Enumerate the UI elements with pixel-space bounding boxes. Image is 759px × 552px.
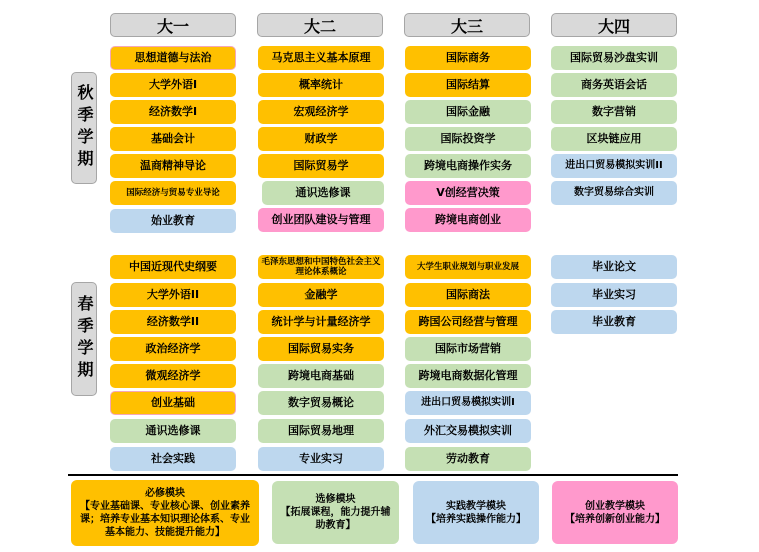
course-box: 社会实践 bbox=[110, 447, 236, 471]
course-box: 经济数学I bbox=[110, 100, 236, 124]
legend-elective-module: 选修模块 【拓展课程，能力提升辅助教育】 bbox=[272, 481, 399, 544]
course-box: 大学外语I bbox=[110, 73, 236, 97]
course-box: 国际市场营销 bbox=[405, 337, 531, 361]
course-box: 宏观经济学 bbox=[258, 100, 384, 124]
course-box: 创业团队建设与管理 bbox=[258, 208, 384, 232]
course-box: 数字贸易概论 bbox=[258, 391, 384, 415]
course-box: 财政学 bbox=[258, 127, 384, 151]
course-box: 政治经济学 bbox=[110, 337, 236, 361]
course-box: 进出口贸易模拟实训I bbox=[405, 391, 531, 415]
divider-line bbox=[68, 474, 678, 476]
course-box: 经济数学II bbox=[110, 310, 236, 334]
course-box: 国际贸易学 bbox=[258, 154, 384, 178]
course-box: 外汇交易模拟实训 bbox=[405, 419, 531, 443]
legend-practice-module: 实践教学模块 【培养实践操作能力】 bbox=[413, 481, 539, 544]
semester-autumn-label: 秋季学期 bbox=[71, 72, 97, 184]
course-box: 大学外语II bbox=[110, 283, 236, 307]
course-box: 国际投资学 bbox=[405, 127, 531, 151]
course-box: 思想道德与法治 bbox=[110, 46, 236, 70]
course-box: 国际贸易地理 bbox=[258, 419, 384, 443]
course-box: 国际贸易实务 bbox=[258, 337, 384, 361]
course-box: 跨境电商创业 bbox=[405, 208, 531, 232]
course-box: 数字营销 bbox=[551, 100, 677, 124]
course-box: 跨境电商基础 bbox=[258, 364, 384, 388]
course-box: 专业实习 bbox=[258, 447, 384, 471]
course-box: 毕业教育 bbox=[551, 310, 677, 334]
course-box: 创业基础 bbox=[110, 391, 236, 415]
course-box: 跨境电商操作实务 bbox=[405, 154, 531, 178]
legend-required-module: 必修模块 【专业基础课、专业核心课、创业素养课；培养专业基本知识理论体系、专业基本能力、技能提升能力】 bbox=[71, 480, 259, 546]
course-box: 通识选修课 bbox=[110, 419, 236, 443]
course-box: V创经营决策 bbox=[405, 181, 531, 205]
course-box: 毛泽东思想和中国特色社会主义理论体系概论 bbox=[258, 255, 384, 279]
course-box: 跨境电商数据化管理 bbox=[405, 364, 531, 388]
course-box: 劳动教育 bbox=[405, 447, 531, 471]
course-box: 微观经济学 bbox=[110, 364, 236, 388]
legend-innovation-module: 创业教学模块 【培养创新创业能力】 bbox=[552, 481, 678, 544]
course-box: 区块链应用 bbox=[551, 127, 677, 151]
course-box: 马克思主义基本原理 bbox=[258, 46, 384, 70]
course-box: 中国近现代史纲要 bbox=[110, 255, 236, 279]
course-box: 国际金融 bbox=[405, 100, 531, 124]
year-header-4: 大四 bbox=[551, 13, 677, 37]
course-box: 毕业论文 bbox=[551, 255, 677, 279]
course-box: 统计学与计量经济学 bbox=[258, 310, 384, 334]
course-box: 始业教育 bbox=[110, 209, 236, 233]
course-box: 毕业实习 bbox=[551, 283, 677, 307]
course-box: 跨国公司经营与管理 bbox=[405, 310, 531, 334]
course-box: 国际商务 bbox=[405, 46, 531, 70]
year-header-1: 大一 bbox=[110, 13, 236, 37]
year-header-2: 大二 bbox=[257, 13, 383, 37]
course-box: 商务英语会话 bbox=[551, 73, 677, 97]
course-box: 国际商法 bbox=[405, 283, 531, 307]
year-header-3: 大三 bbox=[404, 13, 530, 37]
course-box: 进出口贸易模拟实训II bbox=[551, 154, 677, 178]
course-box: 国际经济与贸易专业导论 bbox=[110, 181, 236, 205]
course-box: 数字贸易综合实训 bbox=[551, 181, 677, 205]
course-box: 国际结算 bbox=[405, 73, 531, 97]
course-box: 温商精神导论 bbox=[110, 154, 236, 178]
course-box: 国际贸易沙盘实训 bbox=[551, 46, 677, 70]
semester-spring-label: 春季学期 bbox=[71, 282, 97, 396]
course-box: 基础会计 bbox=[110, 127, 236, 151]
course-box: 金融学 bbox=[258, 283, 384, 307]
course-box: 通识选修课 bbox=[262, 181, 384, 205]
course-box: 概率统计 bbox=[258, 73, 384, 97]
course-box: 大学生职业规划与职业发展 bbox=[405, 255, 531, 279]
